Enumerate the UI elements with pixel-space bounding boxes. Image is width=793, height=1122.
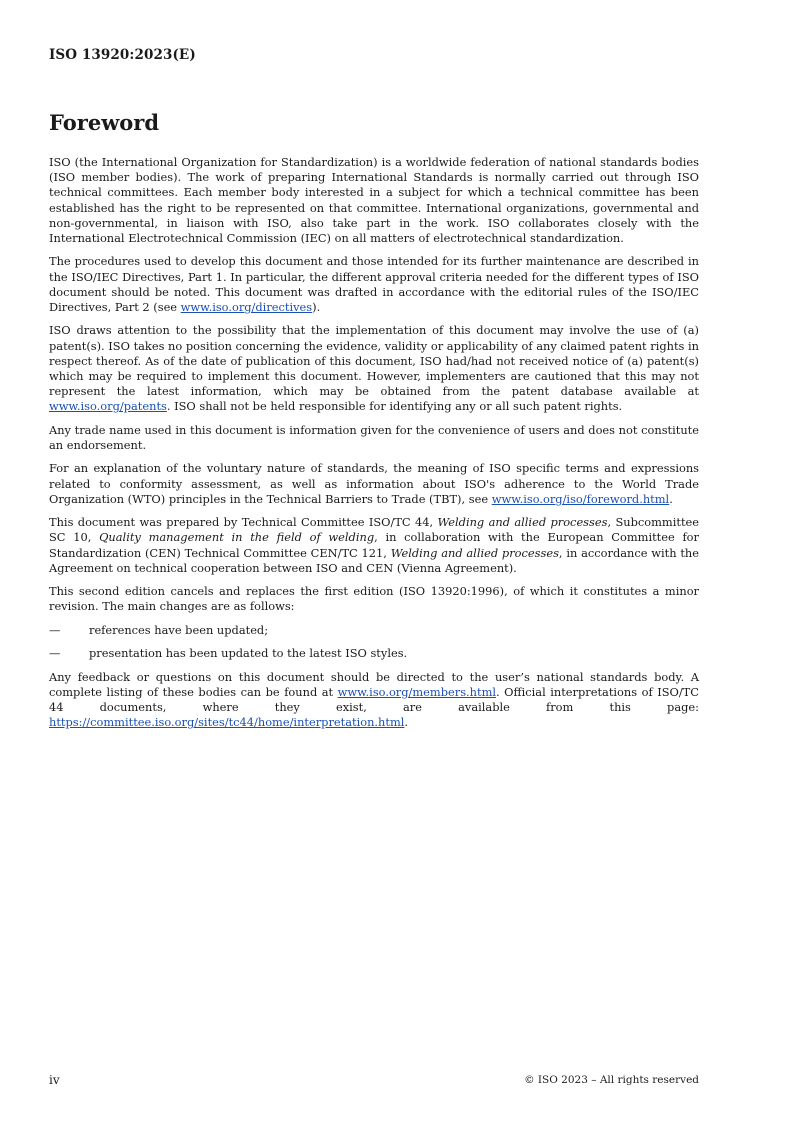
paragraph-voluntary-nature — [49, 461, 699, 507]
paragraph-text: . ISO shall not be held responsible for identifying any or all such patent rights. — [166, 399, 623, 414]
paragraph-text: For an explanation of the voluntary nature of standards, the meaning of ISO specific terms and expressions related to conformity assessment, as well as information about ISO's adherence to the World Trade Organization (WTO) principles in the Technical Barriers to Trade (TBT), see — [49, 461, 699, 506]
paragraph-text: Any feedback or questions on this document should be directed to the user’s national standards body. A complete listing of these bodies can be found at — [49, 669, 699, 699]
paragraph-edition: This second edition cancels and replaces the first edition (ISO 13920:1996), of which it constitutes a minor revision. The main changes are as follows: — [49, 584, 699, 614]
paragraph-iso-federation: ISO (the International Organization for Standardization) is a worldwide federation of national standards bodies (ISO member bodies). The work of preparing International Standards is normally carried out through ISO technical committees. Each member body interested in a subject for which a technical committee has been established has the right to be represented on that committee. International organizations, governmental and non-governmental, in liaison with ISO, also take part in the work. ISO collaborates closely with the International Electrotechnical Commission (IEC) on all matters of electrotechnical standardization. — [49, 155, 699, 246]
dash-bullet: — — [49, 646, 61, 661]
list-item — [49, 623, 699, 638]
paragraph-text: , in accordance with the Agreement on technical cooperation between ISO and CEN (Vienna Agreement). — [49, 545, 700, 575]
foreword-body — [49, 155, 699, 739]
foreword-link[interactable]: www.iso.org/iso/foreword.html — [491, 491, 670, 506]
members-link[interactable]: www.iso.org/members.html — [337, 684, 497, 699]
document-identifier: ISO 13920:2023(E) — [49, 47, 196, 63]
paragraph-text: The procedures used to develop this document and those intended for its further maintenance are described in the ISO/IEC Directives, Part 1. In particular, the different approval criteria needed for the different types of ISO document should be noted. This document was drafted in accordance with the editorial rules of the ISO/IEC Directives, Part 2 (see — [49, 254, 699, 315]
paragraph-text: . Official interpretations of ISO/TC 44 documents, where they exist, are available from this page: — [49, 684, 699, 714]
directives-link[interactable]: www.iso.org/directives — [180, 300, 313, 315]
page-title: Foreword — [49, 110, 160, 135]
subcommittee-title: Quality management in the field of welding — [99, 530, 375, 545]
paragraph-procedures — [49, 254, 699, 315]
paragraph-text: This document was prepared by Technical Committee ISO/TC 44, — [49, 515, 438, 530]
paragraph-feedback — [49, 670, 699, 731]
list-item-text: presentation has been updated to the latest ISO styles. — [89, 646, 408, 661]
paragraph-prepared-by — [49, 515, 699, 576]
dash-bullet: — — [49, 622, 61, 637]
page-number: iv — [49, 1073, 60, 1087]
paragraph-text: , Subcommittee SC 10, — [49, 515, 700, 545]
copyright-notice: © ISO 2023 – All rights reserved — [524, 1074, 699, 1086]
paragraph-trade-name: Any trade name used in this document is information given for the convenience of users and does not constitute an endorsement. — [49, 422, 699, 453]
patents-link[interactable]: www.iso.org/patents — [49, 399, 167, 414]
paragraph-text: , in collaboration with the European Committee for Standardization (CEN) Technical Committee CEN/TC 121, — [49, 530, 699, 560]
cen-committee-title: Welding and allied processes — [390, 545, 559, 560]
list-item-text: references have been updated; — [89, 622, 269, 637]
committee-title: Welding and allied processes — [437, 515, 608, 530]
paragraph-patents — [49, 323, 699, 414]
paragraph-text: . — [669, 491, 673, 506]
paragraph-text: ). — [312, 300, 321, 315]
interpretation-link[interactable]: https://committee.iso.org/sites/tc44/home/interpretation.html — [49, 715, 405, 730]
paragraph-text: . — [404, 715, 409, 730]
list-item — [49, 646, 699, 661]
paragraph-text: ISO draws attention to the possibility that the implementation of this document may involve the use of (a) patent(s). ISO takes no position concerning the evidence, validity or applicability of any claimed patent rights in respect thereof. As of the date of publication of this document, ISO had/had not received notice of (a) patent(s) which may be required to implement this document. However, implementers are cautioned that this may not represent the latest information, which may be obtained from the patent database available at — [49, 323, 699, 399]
